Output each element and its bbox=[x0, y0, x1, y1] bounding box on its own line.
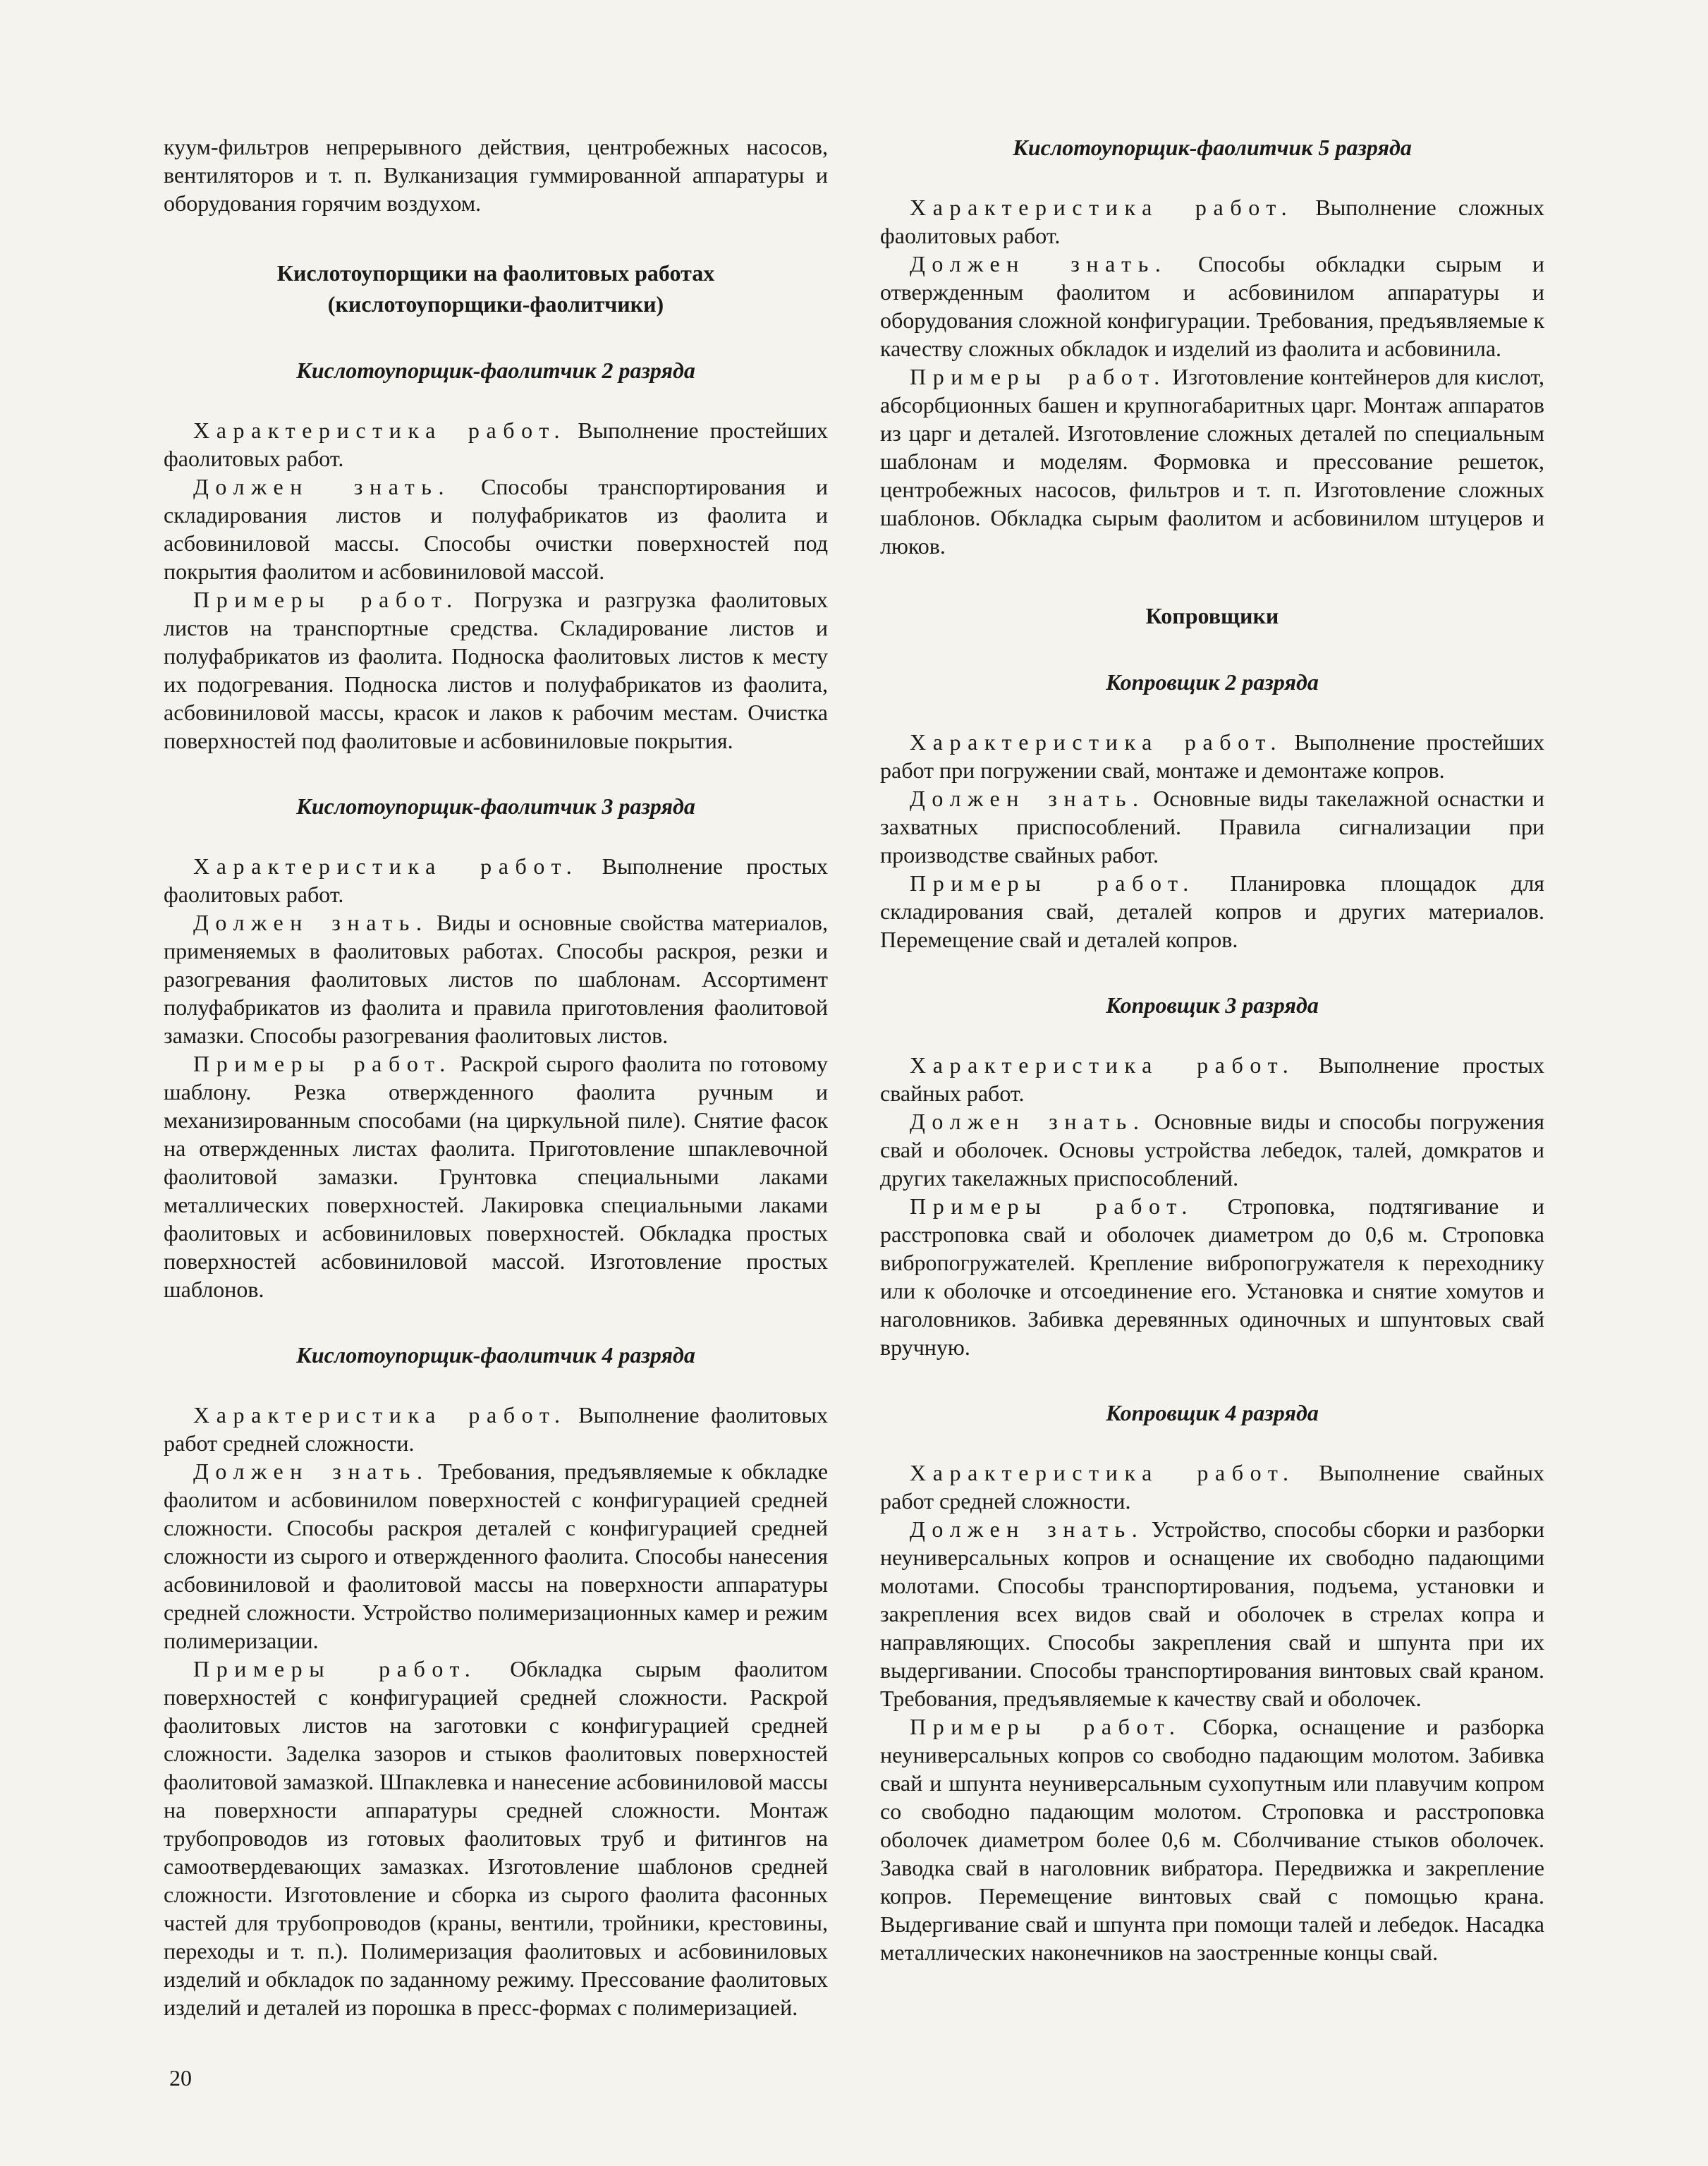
paragraph-examples bbox=[164, 1655, 828, 2021]
section-heading-acidproofers: Кислотоупорщики на фаолитовых работах bbox=[276, 260, 715, 286]
grade-heading-faolit-4: Кислотоупорщик-фаолитчик 4 разряда bbox=[296, 1342, 695, 1368]
paragraph-characteristic bbox=[880, 1459, 1544, 1515]
paragraph-lead: Характеристика работ. bbox=[193, 1402, 567, 1428]
paragraph-body: Основные виды и способы погружения свай и оболочек. Основы устройства лебедок, талей, домкратов и других такелажных приспособлений. bbox=[880, 1109, 1545, 1191]
paragraph-lead: Характеристика работ. bbox=[910, 1460, 1295, 1485]
paragraph-lead: Характеристика работ. bbox=[193, 418, 567, 443]
paragraph-lead: Примеры работ. bbox=[193, 587, 459, 612]
paragraph-characteristic bbox=[880, 1051, 1544, 1107]
paragraph-lead: Характеристика работ. bbox=[910, 1052, 1295, 1078]
paragraph-lead: Характеристика работ. bbox=[910, 729, 1283, 755]
paragraph-lead: Примеры работ. bbox=[910, 1714, 1182, 1739]
paragraph-lead: Примеры работ. bbox=[193, 1656, 477, 1681]
continuation-paragraph: куум-фильтров непрерывного действия, центробежных насосов, вентиляторов и т. п. Вулканизация гуммированной аппаратуры и оборудования горячим воздухом. bbox=[164, 134, 828, 216]
paragraph-examples bbox=[880, 1712, 1544, 1966]
paragraph-lead: Примеры работ. bbox=[910, 870, 1195, 896]
paragraph-body: Выполнение простейших фаолитовых работ. bbox=[164, 418, 828, 471]
paragraph-body: Раскрой сырого фаолита по готовому шаблону. Резка отвержденного фаолита ручным и механизированным способами (на циркульной пиле). Снятие фасок на отвержденных листах фаолита. Приготовление шпаклевочной фаолитовой замазки. Грунтовка специальными лаками металлических поверхностей. Лакировка специальными лаками фаолитовых и асбовиниловых поверхностей. Обкладка простых поверхностей асбовиниловой массой. Изготовление простых шаблонов. bbox=[164, 1051, 828, 1302]
paragraph-examples bbox=[164, 1049, 828, 1303]
paragraph-characteristic bbox=[880, 728, 1544, 784]
paragraph-characteristic bbox=[880, 193, 1544, 250]
paragraph-examples bbox=[880, 363, 1544, 560]
paragraph-must-know bbox=[164, 908, 828, 1049]
paragraph-examples bbox=[164, 585, 828, 755]
paragraph-body: Устройство, способы сборки и разборки неуниверсальных копров и оснащение их свободно падающими молотами. Способы транспортирования, подъема, установки и закрепления всех видов свай и оболочек в стрелах копра и направляющих. Способы закрепления свай и шпунта при их выдергивании. Способы транспортирования винтовых свай краном. Требования, предъявляемые к качеству свай и оболочек. bbox=[880, 1516, 1545, 1711]
paragraph-lead: Характеристика работ. bbox=[193, 853, 579, 879]
paragraph-examples bbox=[880, 869, 1544, 954]
paragraph-lead: Должен знать. bbox=[910, 786, 1145, 811]
paragraph-lead: Характеристика работ. bbox=[910, 195, 1294, 220]
paragraph-lead: Примеры работ. bbox=[910, 364, 1166, 389]
paragraph-body: Выполнение простых фаолитовых работ. bbox=[164, 853, 828, 907]
section-heading-piledrivers: Копровщики bbox=[1145, 603, 1279, 628]
paragraph-body: Строповка, подтягивание и расстроповка свай и оболочек диаметром до 0,6 м. Строповка вибропогружателей. Крепление вибропогружателя к переходнику или к оболочке и отсоединение его. Установка и снятие хомутов и наголовников. Забивка деревянных одиночных и шпунтовых свай вручную. bbox=[880, 1193, 1544, 1360]
paragraph-must-know bbox=[164, 1457, 828, 1655]
paragraph-characteristic bbox=[164, 416, 828, 473]
page-content bbox=[164, 133, 1544, 2021]
paragraph-body: Планировка площадок для складирования свай, деталей копров и других материалов. Перемещение свай и деталей копров. bbox=[880, 870, 1545, 952]
section-heading-acidproofers-sub: (кислотоупорщики-фаолитчики) bbox=[327, 291, 664, 317]
grade-heading-koper-3: Копровщик 3 разряда bbox=[1106, 992, 1319, 1018]
right-column bbox=[880, 133, 1544, 2021]
paragraph-lead: Должен знать. bbox=[193, 910, 429, 935]
paragraph-characteristic bbox=[164, 852, 828, 908]
paragraph-body: Выполнение простых свайных работ. bbox=[880, 1052, 1544, 1106]
grade-heading-faolit-2: Кислотоупорщик-фаолитчик 2 разряда bbox=[296, 358, 695, 383]
paragraph-lead: Примеры работ. bbox=[910, 1193, 1194, 1219]
paragraph-lead: Должен знать. bbox=[910, 1516, 1145, 1542]
paragraph-body: Сборка, оснащение и разборка неуниверсальных копров со свободно падающим молотом. Забивка свай и шпунта неуниверсальным сухопутным или плавучим копром со свободно падающим молотом. Строповка и расстроповка оболочек диаметром более 0,6 м. Сболчивание стыков оболочек. Заводка свай в наголовник вибратора. Передвижка и закрепление копров. Перемещение винтовых свай с помощью крана. Выдергивание свай и шпунта при помощи талей и лебедок. Насадка металлических наконечников на заостренные концы свай. bbox=[880, 1714, 1545, 1965]
paragraph-body: Способы транспортирования и складирования листов и полуфабрикатов из фаолита и асбовиниловой массы. Способы очистки поверхностей под покрытия фаолитом и асбовиниловой массой. bbox=[164, 474, 828, 584]
paragraph-examples bbox=[880, 1192, 1544, 1361]
paragraph-body: Выполнение простейших работ при погружении свай, монтаже и демонтаже копров. bbox=[880, 729, 1544, 783]
paragraph-body: Обкладка сырым фаолитом поверхностей с конфигурацией средней сложности. Раскрой фаолитовых листов на заготовки с конфигурацией средней сложности. Заделка зазоров и стыков фаолитовых поверхностей фаолитовой замазкой. Шпаклевка и нанесение асбовиниловой массы на поверхности аппаратуры средней сложности. Монтаж трубопроводов из готовых фаолитовых труб и фитингов на самоотвердевающих замазках. Изготовление шаблонов средней сложности. Изготовление и сборка из сырого фаолита фасонных частей для трубопроводов (краны, вентили, тройники, крестовины, переходы и т. п.). Полимеризация фаолитовых и асбовиниловых изделий и обкладок по заданному режиму. Прессование фаолитовых изделий и деталей из порошка в пресс-формах с полимеризацией. bbox=[164, 1656, 829, 2020]
grade-heading-faolit-5: Кислотоупорщик-фаолитчик 5 разряда bbox=[1013, 135, 1412, 160]
paragraph-lead: Должен знать. bbox=[910, 1109, 1146, 1134]
grade-heading-faolit-3: Кислотоупорщик-фаолитчик 3 разряда bbox=[296, 793, 695, 819]
paragraph-body: Выполнение сложных фаолитовых работ. bbox=[880, 195, 1544, 248]
paragraph-body: Изготовление контейнеров для кислот, абсорбционных башен и крупногабаритных царг. Монтаж аппаратов из царг и деталей. Изготовление сложных деталей по специальным шаблонам и моделям. Формовка и прессование решеток, центробежных насосов, фильтров и т. п. Изготовление сложных шаблонов. Обкладка сырым фаолитом и асбовинилом штуцеров и люков. bbox=[880, 364, 1544, 559]
paragraph-must-know bbox=[164, 473, 828, 585]
left-column bbox=[164, 133, 828, 2021]
paragraph-body: Способы обкладки сырым и отвержденным фаолитом и асбовинилом аппаратуры и оборудования сложной конфигурации. Требования, предъявляемые к качеству сложных обкладок и изделий из фаолита и асбовинила. bbox=[880, 251, 1544, 361]
paragraph-lead: Примеры работ. bbox=[193, 1051, 452, 1076]
paragraph-body: Требования, предъявляемые к обкладке фаолитом и асбовинилом поверхностей с конфигурацией средней сложности. Способы раскроя деталей с конфигурацией средней сложности из сырого и отвержденного фаолита. Способы нанесения асбовиниловой и фаолитовой массы на поверхности аппаратуры средней сложности. Устройство полимеризационных камер и режим полимеризации. bbox=[164, 1459, 829, 1653]
paragraph-body: Погрузка и разгрузка фаолитовых листов на транспортные средства. Складирование листов и полуфабрикатов из фаолита. Подноска фаолитовых листов к месту их подогревания. Подноска листов и полуфабрикатов из фаолита, асбовиниловой массы, красок и лаков к рабочим местам. Очистка поверхностей под фаолитовые и асбовиниловые покрытия. bbox=[164, 587, 828, 753]
paragraph-body: Выполнение фаолитовых работ средней сложности. bbox=[164, 1402, 829, 1456]
paragraph-must-know bbox=[880, 1107, 1544, 1192]
paragraph-lead: Должен знать. bbox=[910, 251, 1168, 276]
paragraph-body: Виды и основные свойства материалов, применяемых в фаолитовых работах. Способы раскроя, резки и разогревания фаолитовых листов по шаблонам. Ассортимент полуфабрикатов из фаолита и правила приготовления фаолитовой замазки. Способы разогревания фаолитовых листов. bbox=[164, 910, 829, 1048]
page-number: 20 bbox=[169, 2065, 192, 2091]
paragraph-lead: Должен знать. bbox=[193, 474, 451, 499]
paragraph-body: Выполнение свайных работ средней сложности. bbox=[880, 1460, 1544, 1514]
grade-heading-koper-2: Копровщик 2 разряда bbox=[1106, 669, 1319, 695]
paragraph-lead: Должен знать. bbox=[193, 1459, 429, 1484]
grade-heading-koper-4: Копровщик 4 разряда bbox=[1106, 1400, 1319, 1425]
paragraph-must-know bbox=[880, 250, 1544, 363]
paragraph-body: Основные виды такелажной оснастки и захватных приспособлений. Правила сигнализации при производстве свайных работ. bbox=[880, 786, 1545, 868]
paragraph-must-know bbox=[880, 784, 1544, 869]
paragraph-must-know bbox=[880, 1515, 1544, 1712]
paragraph-characteristic bbox=[164, 1401, 828, 1457]
